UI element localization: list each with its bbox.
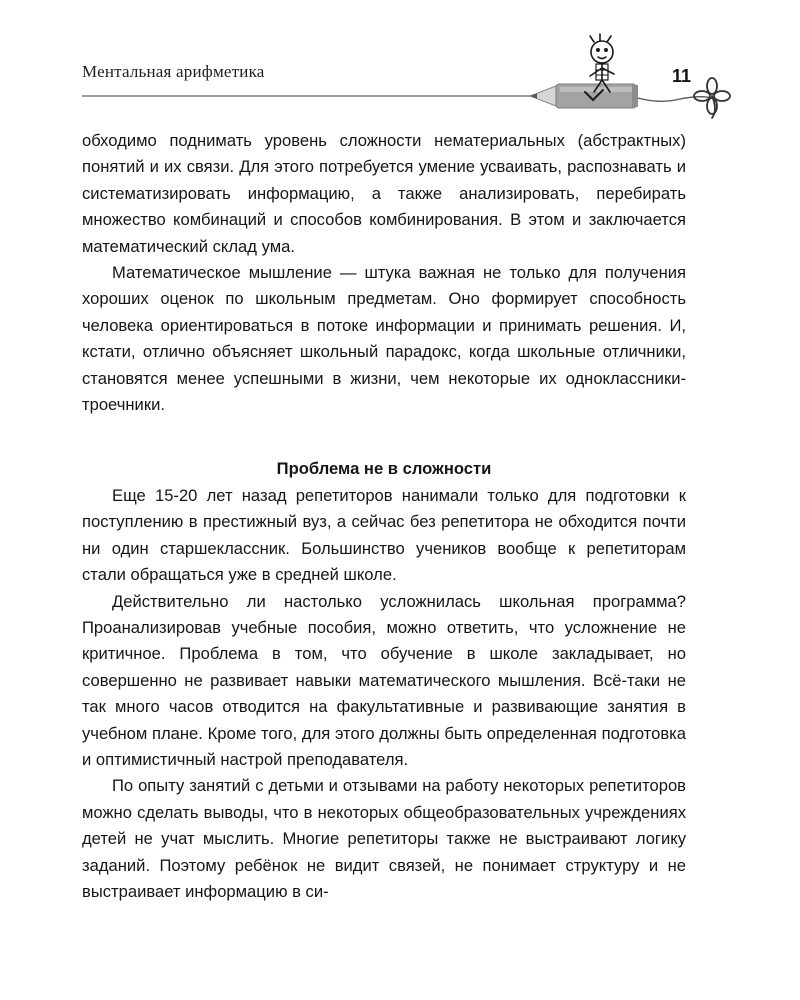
paragraph-2: Математическое мышление — штука важная не только для получения хороших оценок по школьным предметам. Оно формирует способность человека ориентироваться в потоке информации и принимать решения. И, кстати, отлично объясняет школьный парадокс, когда школьные отличники, становятся менее успешными в жизни, чем некоторые их одноклассники-троечники. [82, 263, 686, 415]
flourish-icon [694, 78, 730, 118]
page-body [82, 128, 686, 905]
section-heading: Проблема не в сложности [276, 459, 492, 479]
paragraph-3: Еще 15-20 лет назад репетиторов нанимали только для подготовки к поступлению в престижный вуз, а сейчас без репетитора не обходится почти ни один старшеклассник. Большинство учеников вообще к репетиторам стали обращаться уже в средней школе. [82, 485, 686, 585]
paragraph-5: По опыту занятий с детьми и отзывами на работу некоторых репетиторов можно сделать выводы, что в некоторых общеобразовательных учреждениях детей не учат мыслить. Многие репетиторы также не выстраивают логику заданий. Поэтому ребёнок не видит связей, не понимает структуру и не выстраивает информацию в си- [82, 776, 686, 901]
pencil-icon [530, 84, 638, 108]
running-title: Ментальная арифметика [82, 62, 265, 81]
page-number: 11 [672, 66, 692, 86]
paragraph-1: обходимо поднимать уровень сложности нематериальных (абстрактных) понятий и их связи. Для этого потребуется умение усваивать, распознавать и систематизировать информацию, а также анализировать, перебирать множество комбинаций и способов комбинирования. В этом и заключается математический склад ума. [82, 131, 686, 256]
paragraph-4: Действительно ли настолько усложнилась школьная программа? Проанализировав учебные пособия, можно ответить, что усложнение не критичное. Проблема в том, что обучение в школе закладывает, но совершенно не развивает навыки математического мышления. Всё-таки не так много часов отводится на факультативные и развивающие занятия в учебном плане. Кроме того, для этого должны быть определенная подготовка и оптимистичный настрой преподавателя. [82, 591, 686, 769]
